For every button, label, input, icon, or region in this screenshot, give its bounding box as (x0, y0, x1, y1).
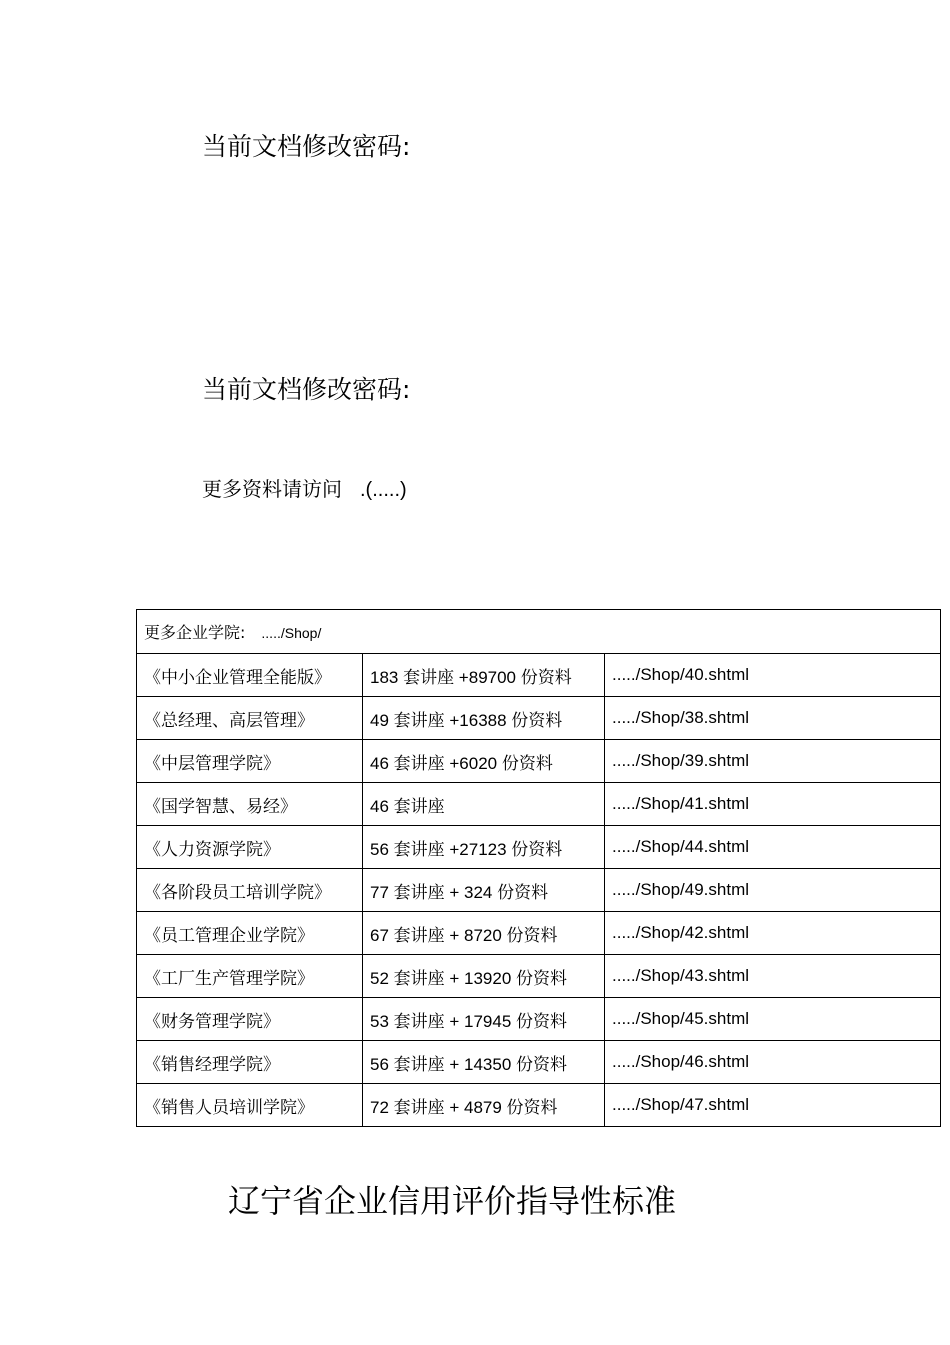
course-content-cell: 49 套讲座 +16388 份资料 (363, 697, 605, 740)
course-name-cell: 《中层管理学院》 (137, 740, 363, 783)
document-title: 辽宁省企业信用评价指导性标准 (228, 1182, 677, 1220)
course-name-cell: 《销售经理学院》 (137, 1041, 363, 1084)
course-url-cell[interactable]: ...../Shop/44.shtml (605, 826, 941, 869)
course-url-cell[interactable]: ...../Shop/43.shtml (605, 955, 941, 998)
course-content-cell: 46 套讲座 (363, 783, 605, 826)
password-label-1: 当前文档修改密码: (202, 132, 411, 161)
course-name-cell: 《工厂生产管理学院》 (137, 955, 363, 998)
table-row (137, 869, 941, 912)
table-row (137, 1041, 941, 1084)
course-url-cell[interactable]: ...../Shop/45.shtml (605, 998, 941, 1041)
course-content-cell: 56 套讲座 +27123 份资料 (363, 826, 605, 869)
course-name-cell: 《员工管理企业学院》 (137, 912, 363, 955)
course-content-cell: 183 套讲座 +89700 份资料 (363, 654, 605, 697)
course-name-cell: 《各阶段员工培训学院》 (137, 869, 363, 912)
table-row (137, 826, 941, 869)
course-name-cell: 《国学智慧、易经》 (137, 783, 363, 826)
course-url-cell[interactable]: ...../Shop/41.shtml (605, 783, 941, 826)
table-row (137, 654, 941, 697)
course-url-cell[interactable]: ...../Shop/38.shtml (605, 697, 941, 740)
table-header-cell (137, 610, 941, 654)
course-url-cell[interactable]: ...../Shop/39.shtml (605, 740, 941, 783)
course-content-cell: 46 套讲座 +6020 份资料 (363, 740, 605, 783)
course-name-cell: 《财务管理学院》 (137, 998, 363, 1041)
course-name-cell: 《人力资源学院》 (137, 826, 363, 869)
course-content-cell: 67 套讲座 + 8720 份资料 (363, 912, 605, 955)
course-content-cell: 77 套讲座 + 324 份资料 (363, 869, 605, 912)
course-name-cell: 《总经理、高层管理》 (137, 697, 363, 740)
table-row (137, 912, 941, 955)
course-content-cell: 53 套讲座 + 17945 份资料 (363, 998, 605, 1041)
course-catalog-table (136, 609, 941, 1127)
course-name-cell: 《中小企业管理全能版》 (137, 654, 363, 697)
table-row (137, 697, 941, 740)
table-row (137, 998, 941, 1041)
password-label-2: 当前文档修改密码: (202, 375, 411, 404)
table-header-row (137, 610, 941, 654)
course-url-cell[interactable]: ...../Shop/42.shtml (605, 912, 941, 955)
course-url-cell[interactable]: ...../Shop/40.shtml (605, 654, 941, 697)
table-row (137, 740, 941, 783)
table-row (137, 955, 941, 998)
course-content-cell: 72 套讲座 + 4879 份资料 (363, 1084, 605, 1127)
course-url-cell[interactable]: ...../Shop/47.shtml (605, 1084, 941, 1127)
course-url-cell[interactable]: ...../Shop/46.shtml (605, 1041, 941, 1084)
course-url-cell[interactable]: ...../Shop/49.shtml (605, 869, 941, 912)
visit-text: 更多资料请访问 (202, 477, 342, 501)
table-header-url[interactable]: ...../Shop/ (261, 625, 322, 641)
course-content-cell: 52 套讲座 + 13920 份资料 (363, 955, 605, 998)
table-header-label: 更多企业学院: (144, 623, 246, 642)
visit-line (202, 473, 407, 502)
course-name-cell: 《销售人员培训学院》 (137, 1084, 363, 1127)
course-content-cell: 56 套讲座 + 14350 份资料 (363, 1041, 605, 1084)
table-row (137, 783, 941, 826)
table-row (137, 1084, 941, 1127)
visit-url[interactable]: .(.....) (360, 479, 407, 501)
